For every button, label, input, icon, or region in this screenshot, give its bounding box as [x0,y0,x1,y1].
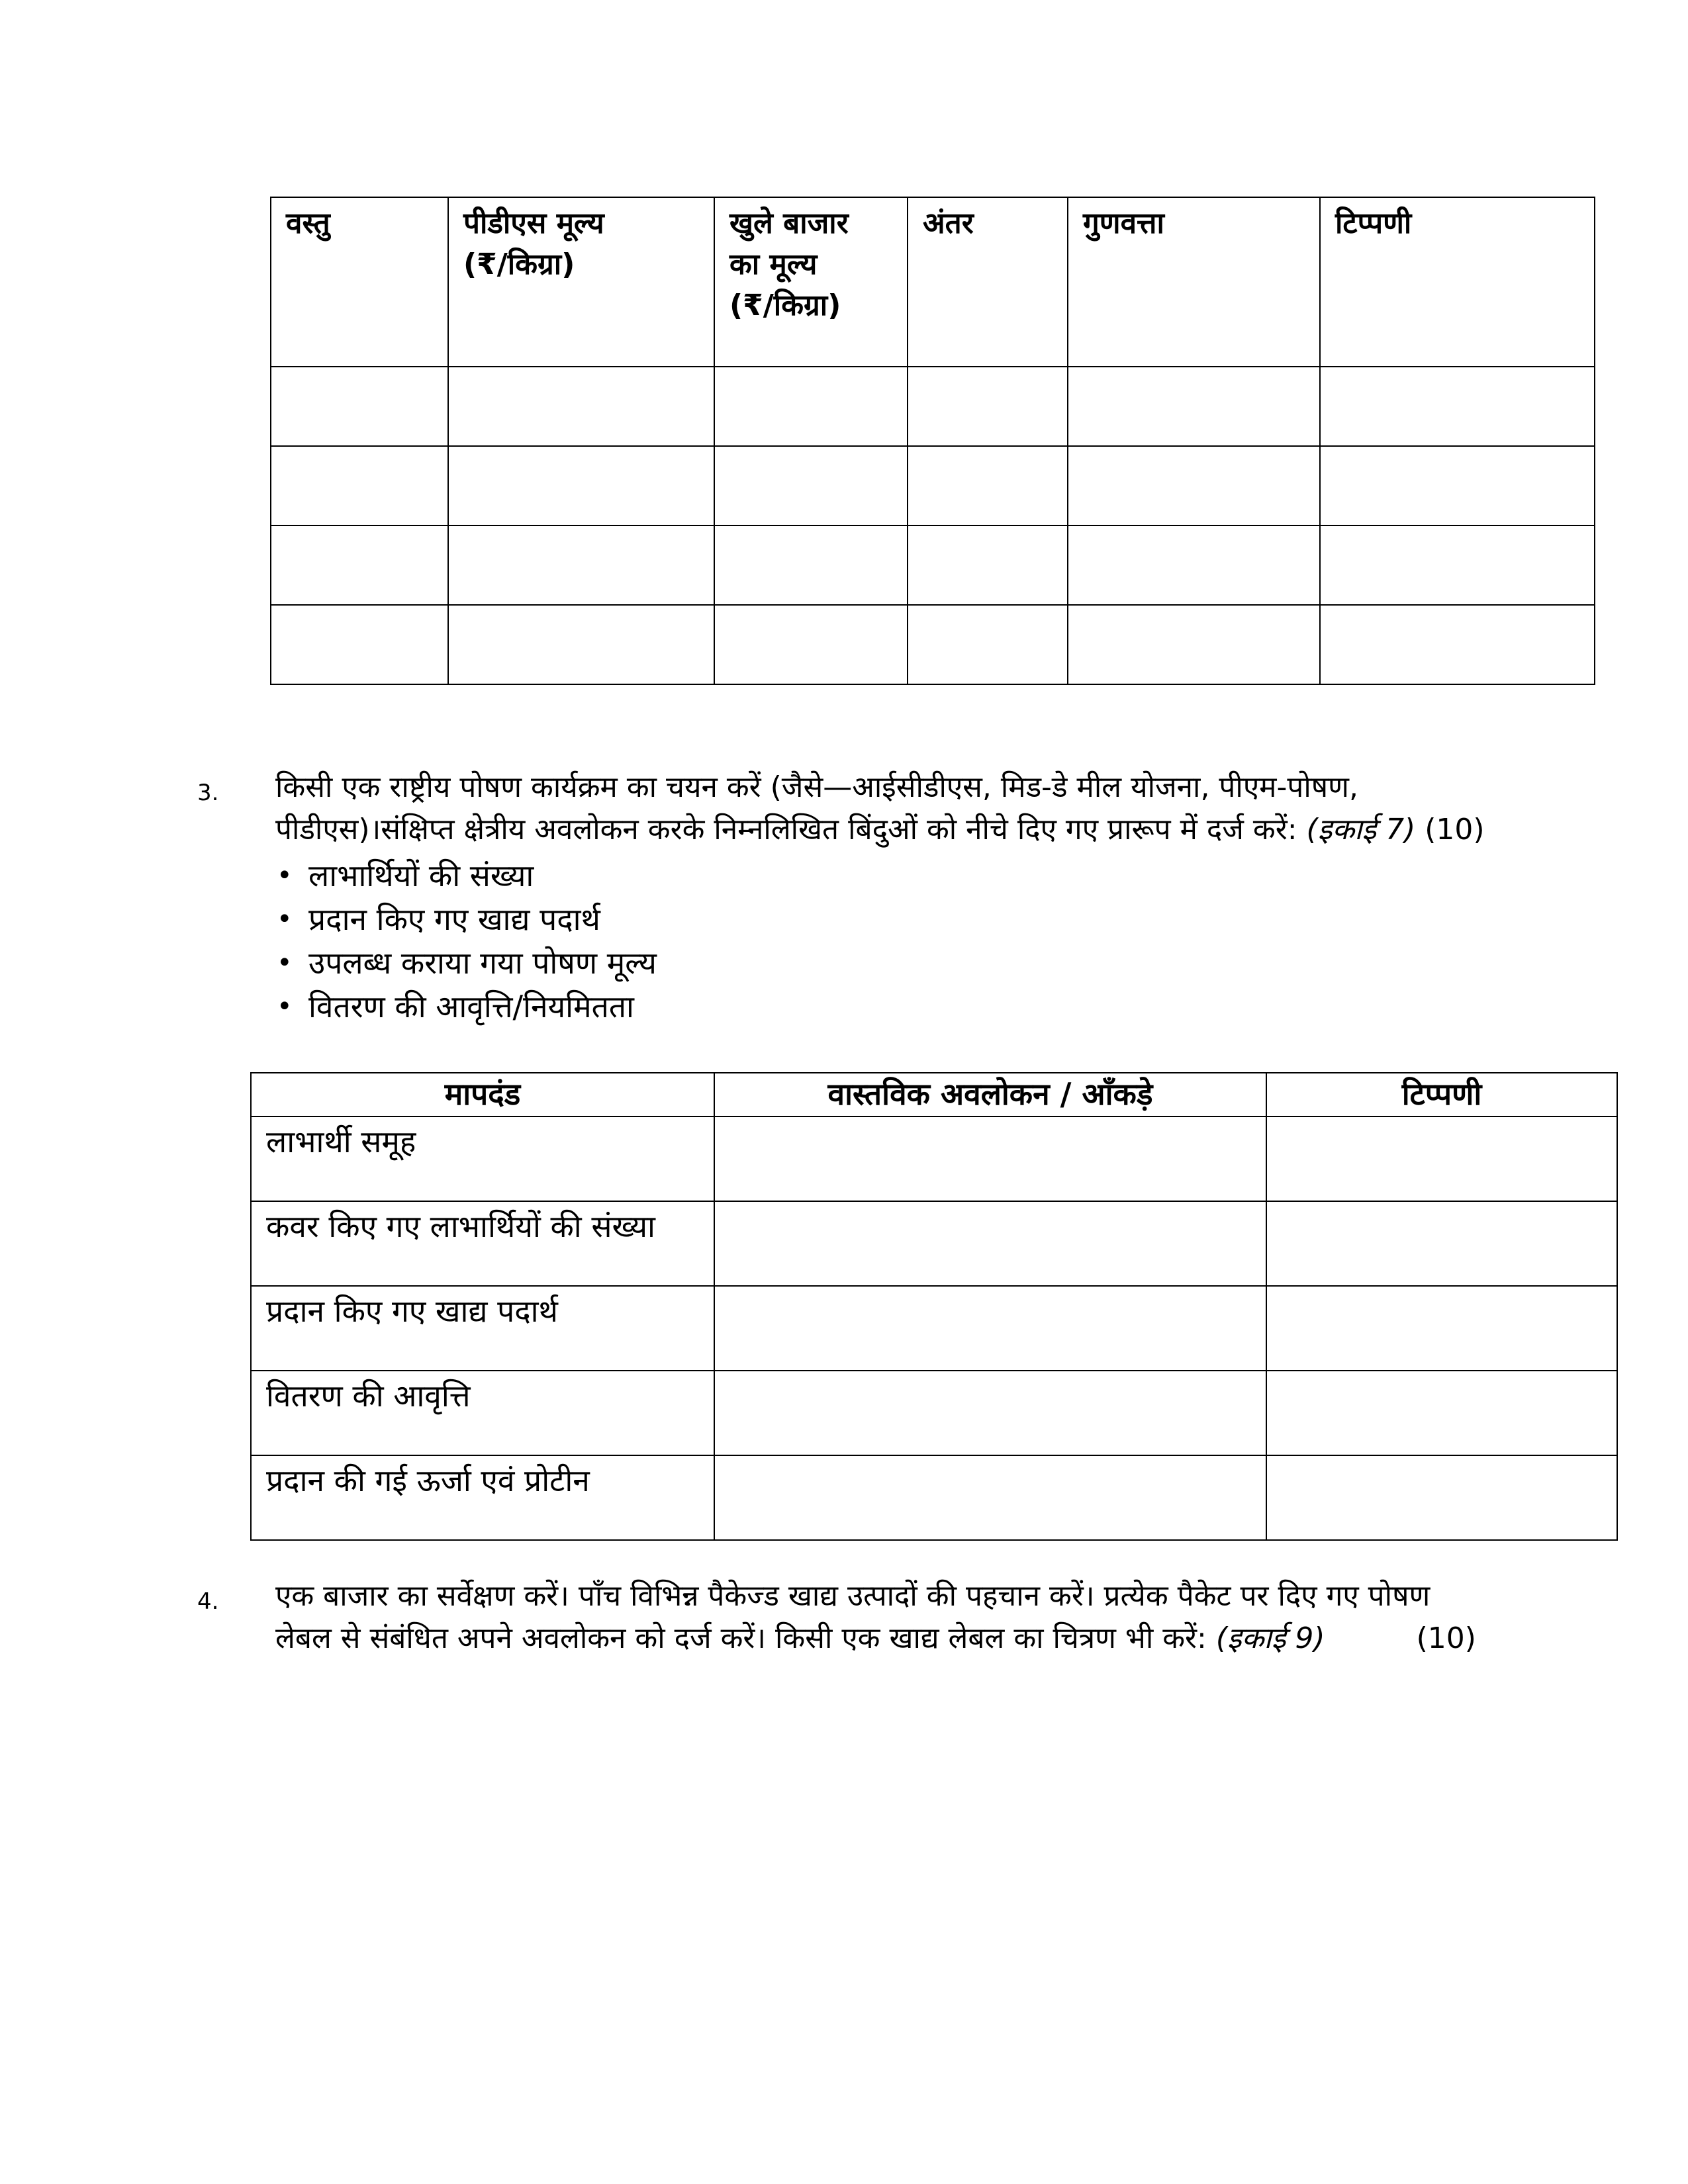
table-cell[interactable] [448,525,714,605]
list-item: • उपलब्ध कराया गया पोषण मूल्य [277,941,657,985]
table-cell[interactable] [448,605,714,684]
table-cell[interactable] [714,1286,1266,1371]
header-item: वस्तु [271,197,448,367]
table-cell[interactable] [908,446,1068,525]
table-cell[interactable] [1266,1371,1617,1455]
row-label: वितरण की आवृत्ति [251,1371,714,1455]
table-cell[interactable] [1068,446,1320,525]
header-remarks: टिप्पणी [1320,197,1595,367]
table-cell[interactable] [1266,1455,1617,1540]
question-4-line-1: एक बाजार का सर्वेक्षण करें। पाँच विभिन्न पैकेज्ड खाद्य उत्पादों की पहचान करें। प्रत्येक पैकेट पर दिए गए पोषण [275,1579,1430,1613]
table-row [251,1201,1617,1286]
question-3-line-2 [275,809,1639,851]
table-cell[interactable] [1068,367,1320,446]
table-row [251,1455,1617,1540]
table-cell[interactable] [908,525,1068,605]
question-4-unit: (इकाई 9) [1215,1621,1325,1655]
question-4-line-2-text: लेबल से संबंधित अपने अवलोकन को दर्ज करें। किसी एक खाद्य लेबल का चित्रण भी करें: [275,1621,1207,1655]
table-cell[interactable] [714,1371,1266,1455]
table-cell[interactable] [271,446,448,525]
header-quality: गुणवत्ता [1068,197,1320,367]
table-cell[interactable] [908,367,1068,446]
table-cell[interactable] [271,367,448,446]
table-row [251,1286,1617,1371]
table-header-row [271,197,1595,367]
table-cell[interactable] [714,1455,1266,1540]
header-parameter: मापदंड [251,1073,714,1116]
question-4-line-2 [275,1617,1652,1660]
table-cell[interactable] [1068,525,1320,605]
table-row [251,1116,1617,1201]
table-cell[interactable] [271,525,448,605]
header-pds-price: पीडीएस मूल्य (₹/किग्रा) [448,197,714,367]
table-cell[interactable] [1266,1201,1617,1286]
table-cell[interactable] [1068,605,1320,684]
row-label: प्रदान की गई ऊर्जा एवं प्रोटीन [251,1455,714,1540]
table-cell[interactable] [714,1201,1266,1286]
table-cell[interactable] [714,605,908,684]
table-cell[interactable] [1320,446,1595,525]
table-cell[interactable] [1266,1286,1617,1371]
price-comparison-table [270,197,1595,685]
header-open-market-price: खुले बाजार का मूल्य (₹/किग्रा) [714,197,908,367]
table-cell[interactable] [448,446,714,525]
table-row [271,446,1595,525]
header-difference: अंतर [908,197,1068,367]
table-cell[interactable] [714,367,908,446]
table-cell[interactable] [908,605,1068,684]
table-cell[interactable] [271,605,448,684]
table-cell[interactable] [714,446,908,525]
table-row [251,1371,1617,1455]
table-cell[interactable] [714,1116,1266,1201]
table-cell[interactable] [1266,1116,1617,1201]
question-3-text [275,766,1639,851]
question-4-marks: (10) [1416,1621,1476,1655]
table-cell[interactable] [714,525,908,605]
table-row [271,605,1595,684]
table-cell[interactable] [1320,525,1595,605]
question-3-line-2-text: पीडीएस)।संक्षिप्त क्षेत्रीय अवलोकन करके निम्नलिखित बिंदुओं को नीचे दिए गए प्रारूप में दर्ज करें: [275,813,1297,846]
question-4-number: 4. [197,1588,219,1615]
question-3-bullet-list [277,854,657,1028]
table-cell[interactable] [1320,605,1595,684]
question-3-unit: (इकाई 7) [1306,813,1416,846]
header-actual-observation: वास्तविक अवलोकन / आँकड़े [714,1073,1266,1116]
question-3-marks: (10) [1425,813,1485,846]
table-row [271,525,1595,605]
row-label: लाभार्थी समूह [251,1116,714,1201]
question-3-line-1: किसी एक राष्ट्रीय पोषण कार्यक्रम का चयन करें (जैसे—आईसीडीएस, मिड-डे मील योजना, पीएम-पोषण, [275,770,1358,804]
table-cell[interactable] [448,367,714,446]
programme-observation-table [250,1072,1618,1541]
header-remarks: टिप्पणी [1266,1073,1617,1116]
question-3-number: 3. [197,780,219,806]
list-item: • वितरण की आवृत्ति/नियमितता [277,985,657,1028]
list-item: • लाभार्थियों की संख्या [277,854,657,897]
table-row [271,367,1595,446]
row-label: प्रदान किए गए खाद्य पदार्थ [251,1286,714,1371]
table-header-row [251,1073,1617,1116]
table-cell[interactable] [1320,367,1595,446]
list-item: • प्रदान किए गए खाद्य पदार्थ [277,897,657,941]
question-4-text [275,1575,1652,1660]
row-label: कवर किए गए लाभार्थियों की संख्या [251,1201,714,1286]
